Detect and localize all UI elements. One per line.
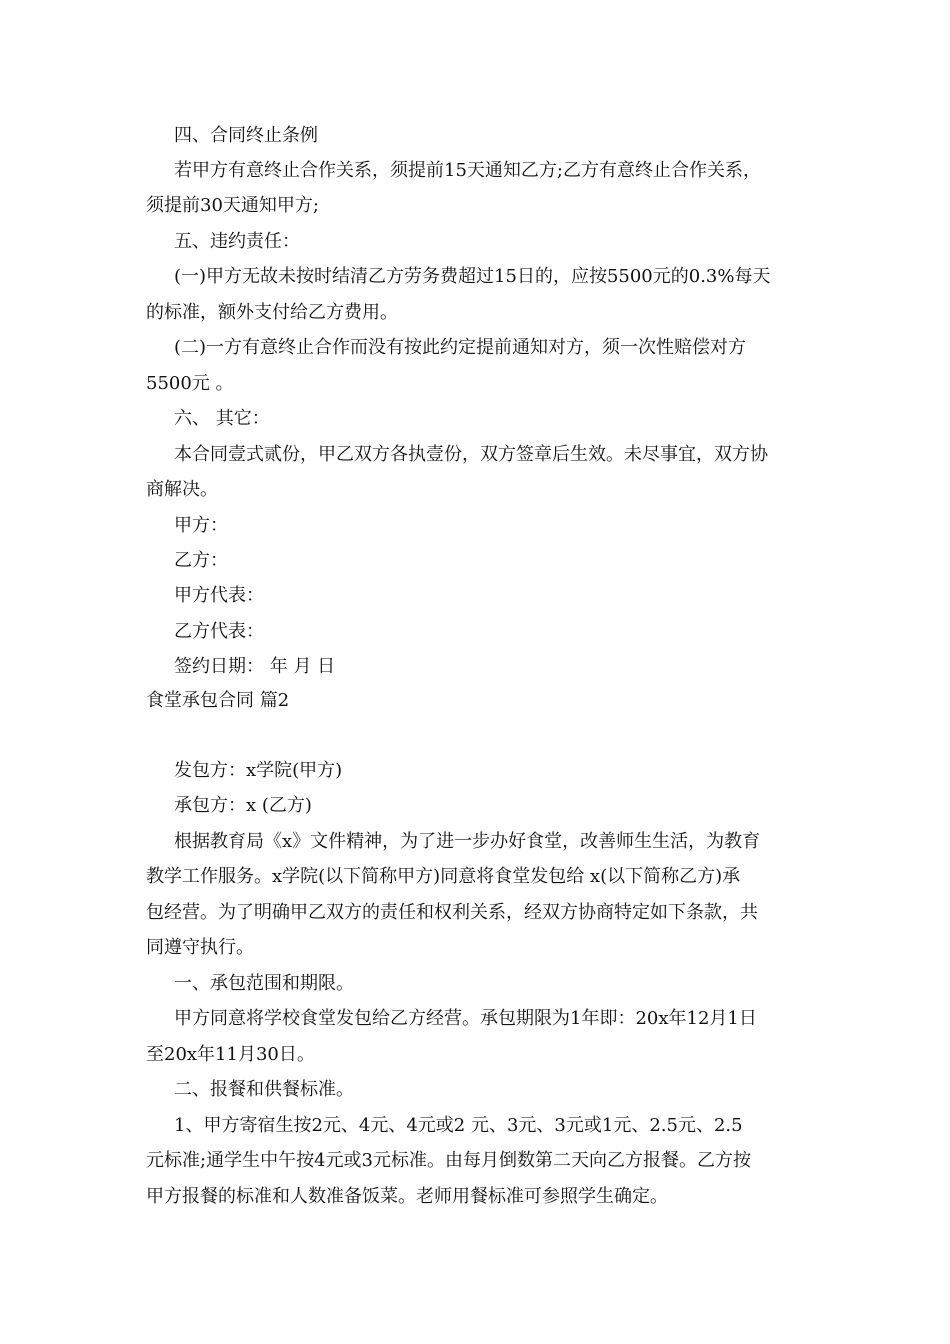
section-heading-4: 四、合同终止条例 [174, 125, 318, 146]
paragraph-line: 的标准，额外支付给乙方费用。 [146, 302, 398, 323]
signing-date: 签约日期： 年 月 日 [174, 656, 336, 677]
paragraph-line: 包经营。为了明确甲乙双方的责任和权利关系，经双方协商特定如下条款，共 [146, 902, 758, 923]
paragraph-line: 若甲方有意终止合作关系，须提前15天通知乙方;乙方有意终止合作关系， [174, 160, 761, 181]
section-heading-1: 一、承包范围和期限。 [174, 973, 354, 994]
paragraph-line: 元标准;通学生中午按4元或3元标准。由每月倒数第二天向乙方报餐。乙方按 [146, 1150, 751, 1171]
paragraph-line: 同遵守执行。 [146, 937, 254, 958]
paragraph-line: 甲方同意将学校食堂发包给乙方经营。承包期限为1年即：20x年12月1日 [174, 1008, 757, 1029]
section-heading-5: 五、违约责任： [174, 231, 300, 252]
paragraph-line: 根据教育局《x》文件精神，为了进一步办好食堂，改善师生生活，为教育 [174, 831, 761, 852]
paragraph-line: 商解决。 [146, 479, 218, 500]
paragraph-line: 教学工作服务。x学院(以下简称甲方)同意将食堂发包给 x(以下简称乙方)承 [146, 866, 741, 887]
paragraph-line: 5500元 。 [146, 373, 234, 394]
contractor-party: 承包方：x (乙方) [174, 795, 312, 816]
contract-title: 食堂承包合同 篇2 [146, 690, 290, 711]
signature-rep-a: 甲方代表： [174, 585, 264, 606]
paragraph-line: 甲方报餐的标准和人数准备饭菜。老师用餐标准可参照学生确定。 [146, 1186, 668, 1207]
section-heading-6: 六、 其它： [174, 408, 270, 429]
paragraph-line: 本合同壹式贰份，甲乙双方各执壹份，双方签章后生效。未尽事宜，双方协 [174, 444, 768, 465]
signature-party-a: 甲方： [174, 515, 228, 536]
paragraph-line: 须提前30天通知甲方; [146, 195, 319, 216]
paragraph-line: (一)甲方无故未按时结清乙方劳务费超过15日的，应按5500元的0.3%每天 [174, 266, 771, 287]
paragraph-line: (二)一方有意终止合作而没有按此约定提前通知对方，须一次性赔偿对方 [174, 337, 747, 358]
signature-party-b: 乙方： [174, 550, 228, 571]
paragraph-line: 1、甲方寄宿生按2元、4元、4元或2 元、3元、3元或1元、2.5元、2.5 [174, 1115, 743, 1136]
signature-rep-b: 乙方代表： [174, 621, 264, 642]
contracting-party: 发包方：x学院(甲方) [174, 760, 343, 781]
section-heading-2: 二、报餐和供餐标准。 [174, 1079, 354, 1100]
paragraph-line: 至20x年11月30日。 [146, 1044, 315, 1065]
